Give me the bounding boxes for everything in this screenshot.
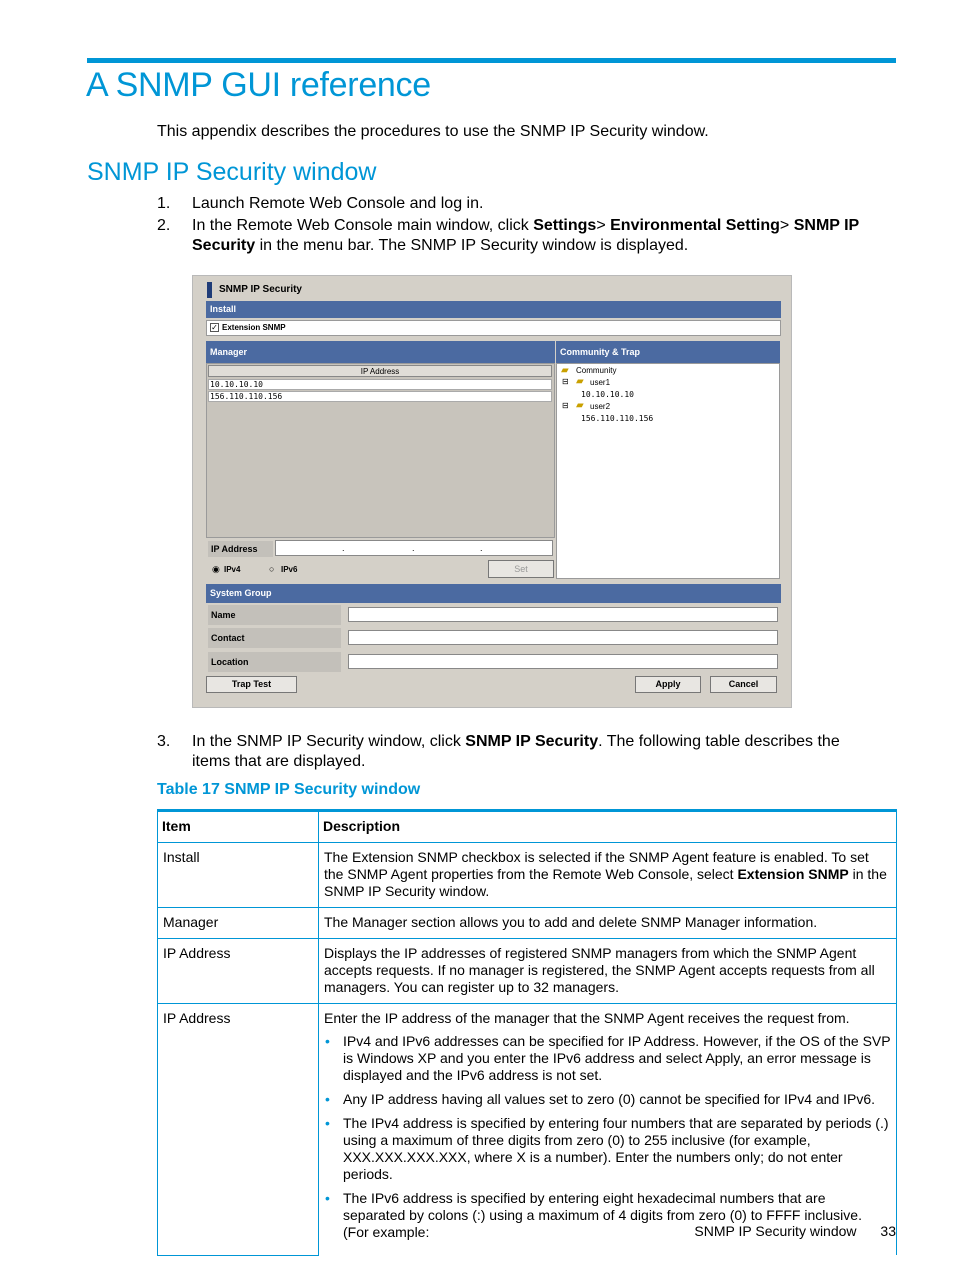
menu-settings: Settings <box>533 217 597 234</box>
text-run: In the SNMP IP Security window, click <box>192 733 466 750</box>
contact-input[interactable] <box>348 630 778 645</box>
page-title: A SNMP GUI reference <box>86 66 431 104</box>
text-run: in the SNMP IP Security window. <box>324 866 887 899</box>
step-number: 2. <box>157 217 171 234</box>
snmp-ip-security-bold: SNMP IP Security <box>465 733 599 750</box>
text-run: in the menu bar. The SNMP IP Security window is displayed. <box>255 237 689 254</box>
trap-test-button[interactable]: Trap Test <box>206 676 297 693</box>
table-row <box>158 908 897 939</box>
description-cell: The Manager section allows you to add and delete SNMP Manager information. <box>319 908 897 939</box>
contact-label: Contact <box>208 628 341 648</box>
community-tree <box>556 363 780 579</box>
item-cell: Install <box>158 843 319 908</box>
extension-snmp-checkbox[interactable]: ✓ <box>211 323 218 332</box>
ip-dot: . <box>342 543 345 553</box>
collapse-icon[interactable]: ⊟ <box>562 401 569 410</box>
location-input[interactable] <box>348 654 778 669</box>
install-panel <box>206 320 781 336</box>
table-row <box>158 939 897 1004</box>
folder-icon: ▰ <box>561 365 569 376</box>
step-text <box>192 216 892 256</box>
collapse-icon[interactable]: ⊟ <box>562 377 569 386</box>
page-number: 33 <box>880 1223 896 1239</box>
text-run: > <box>779 217 794 234</box>
bullet-list <box>324 1033 891 1241</box>
intro-paragraph: This appendix describes the procedures to use the SNMP IP Security window. <box>157 123 709 140</box>
tree-user2-ip[interactable]: 156.110.110.156 <box>581 414 654 423</box>
table-caption: Table 17 SNMP IP Security window <box>157 781 421 798</box>
text-run: In the Remote Web Console main window, click <box>192 217 534 234</box>
ipv6-radio[interactable]: ○ <box>269 564 275 574</box>
community-trap-header: Community & Trap <box>556 341 780 363</box>
snmp-window-screenshot <box>192 275 792 708</box>
window-title: SNMP IP Security <box>205 281 302 299</box>
list-item: • IPv4 and IPv6 addresses can be specified for IP Address. However, if the OS of the SVP is Windows XP and you enter the IPv6 address and select Apply, an error message is displayed and the IPv6 address is not set. <box>324 1033 891 1084</box>
step-number: 3. <box>157 733 171 750</box>
table-header-row <box>158 811 897 843</box>
folder-icon: ▰ <box>576 376 584 387</box>
tree-user1-ip[interactable]: 10.10.10.10 <box>581 390 634 399</box>
text-run: The Extension SNMP checkbox is selected if the SNMP Agent feature is enabled. To set the SNMP Agent properties from the Remote Web Console, select <box>324 849 869 882</box>
ipv6-label: IPv6 <box>281 565 298 574</box>
list-item: • Any IP address having all values set to zero (0) cannot be specified for IPv4 and IPv6. <box>324 1091 891 1108</box>
folder-icon: ▰ <box>576 400 584 411</box>
item-cell: IP Address <box>158 1004 319 1256</box>
table-row <box>158 1004 897 1256</box>
col-header-item: Item <box>158 811 319 843</box>
apply-button[interactable]: Apply <box>635 676 701 693</box>
manager-row[interactable]: 156.110.110.156 <box>208 391 552 402</box>
step-text: Launch Remote Web Console and log in. <box>192 195 484 212</box>
tree-user2[interactable]: user2 <box>590 402 611 411</box>
manager-row[interactable]: 10.10.10.10 <box>208 379 552 390</box>
ip-address-label: IP Address <box>208 541 273 557</box>
col-header-description: Description <box>319 811 897 843</box>
list-item: • The IPv4 address is specified by entering four numbers that are separated by periods (.) using a maximum of three digits from zero (0) to 255 inclusive (for example, XXX.XXX.XXX.XXX, where X is a number). Enter the numbers only; do not enter periods. <box>324 1115 891 1183</box>
description-cell <box>319 843 897 908</box>
ipv4-radio[interactable]: ◉ <box>212 564 220 574</box>
item-cell: Manager <box>158 908 319 939</box>
items-table <box>157 809 897 1256</box>
name-label: Name <box>208 605 341 625</box>
text-run: > <box>596 217 611 234</box>
manager-header: Manager <box>206 341 555 363</box>
ip-address-input[interactable] <box>275 540 553 556</box>
description-text: Enter the IP address of the manager that the SNMP Agent receives the request from. <box>324 1010 850 1026</box>
heading-rule <box>87 58 896 63</box>
ip-dot: . <box>480 543 483 553</box>
step-text <box>192 732 882 772</box>
description-cell: Displays the IP addresses of registered SNMP managers from which the SNMP Agent accepts requests. If no manager is registered, the SNMP Agent accepts requests from all managers. You can register up to 32 managers. <box>319 939 897 1004</box>
page-footer <box>694 1223 896 1239</box>
set-button[interactable]: Set <box>488 560 554 578</box>
location-label: Location <box>208 652 341 672</box>
ip-dot: . <box>412 543 415 553</box>
section-title: SNMP IP Security window <box>87 158 377 186</box>
tree-user1[interactable]: user1 <box>590 378 611 387</box>
install-header: Install <box>206 301 781 318</box>
text-run: . The following table describes the items that are displayed. <box>192 733 840 770</box>
extension-snmp-label: Extension SNMP <box>222 323 286 332</box>
description-cell <box>319 1004 897 1256</box>
menu-snmp-ip-security: SNMP IP Security <box>192 217 859 254</box>
ipv4-label: IPv4 <box>224 565 241 574</box>
list-item: • The IPv6 address is specified by entering eight hexadecimal numbers that are separated by colons (:) using a maximum of 4 digits from zero (0) to FFFF inclusive. (For example: <box>324 1190 891 1241</box>
manager-list <box>206 363 555 538</box>
table-row <box>158 843 897 908</box>
item-cell: IP Address <box>158 939 319 1004</box>
tree-root[interactable]: Community <box>576 366 617 375</box>
footer-section: SNMP IP Security window <box>694 1223 857 1239</box>
step-number: 1. <box>157 195 171 212</box>
menu-environmental-setting: Environmental Setting <box>610 217 780 234</box>
bold-term: Extension SNMP <box>737 866 849 882</box>
name-input[interactable] <box>348 607 778 622</box>
cancel-button[interactable]: Cancel <box>710 676 777 693</box>
ip-column-header[interactable]: IP Address <box>208 365 552 377</box>
system-group-header: System Group <box>206 584 781 603</box>
